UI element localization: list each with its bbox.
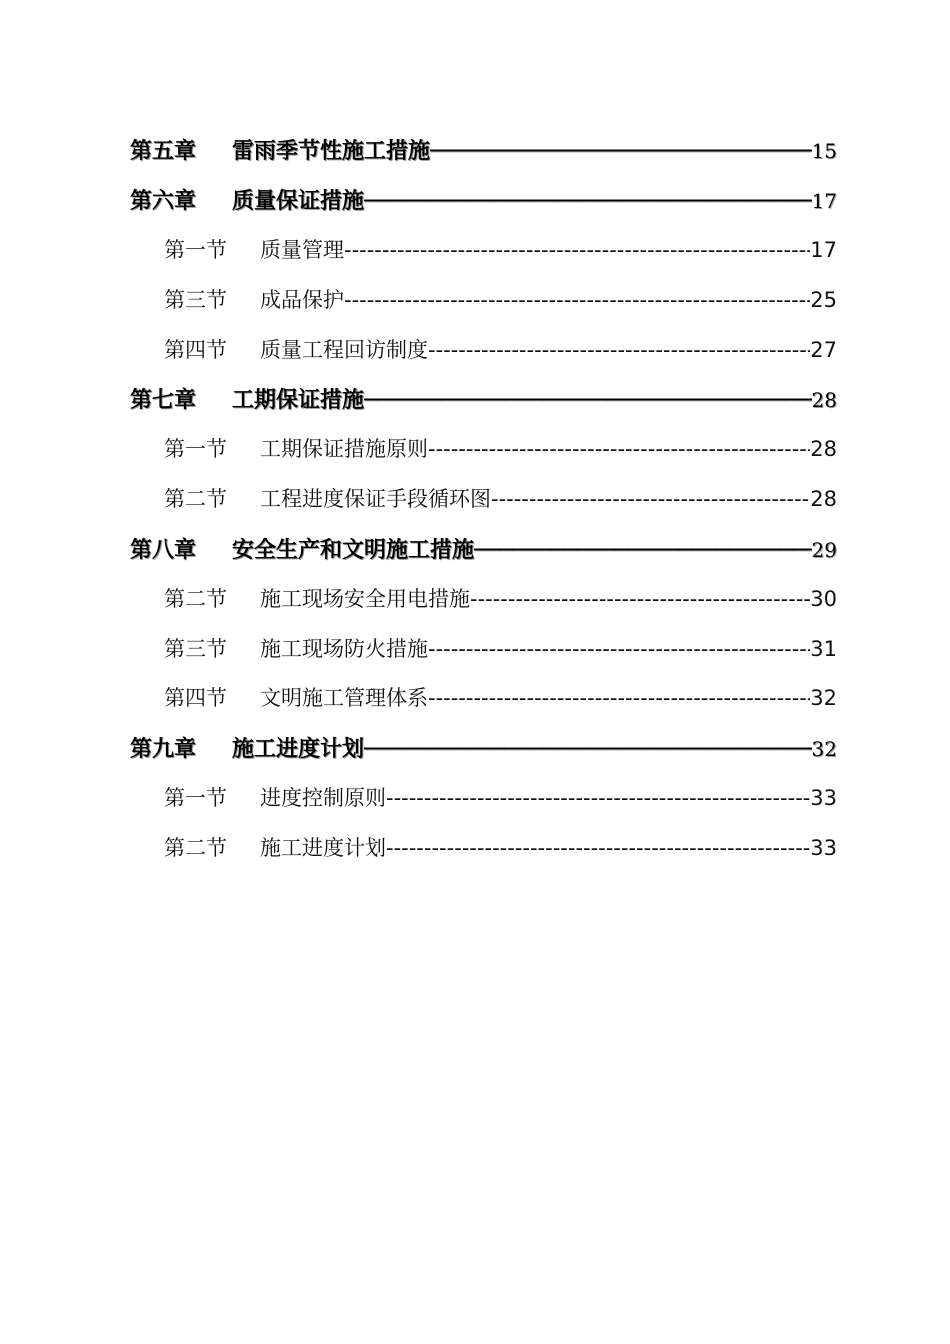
dot-leader	[428, 686, 810, 710]
chapter-number: 第八章	[130, 537, 197, 563]
toc-section[interactable]	[164, 682, 837, 712]
chapter-number: 第七章	[130, 387, 197, 413]
toc-section[interactable]	[164, 832, 837, 862]
toc-section[interactable]	[164, 284, 837, 314]
section-number: 第三节	[164, 637, 227, 661]
toc-section[interactable]	[164, 583, 837, 613]
section-title: 施工进度计划	[260, 836, 386, 860]
page-number: 33	[810, 836, 837, 860]
dot-leader	[474, 538, 812, 563]
dot-leader	[386, 786, 810, 810]
dot-leader	[491, 487, 810, 511]
section-number: 第一节	[164, 437, 227, 461]
dot-leader	[364, 737, 812, 762]
section-number: 第三节	[164, 288, 227, 312]
toc-chapter-7[interactable]	[130, 383, 837, 414]
page-number: 27	[810, 338, 837, 362]
section-title: 工程进度保证手段循环图	[260, 487, 491, 511]
dot-leader	[428, 437, 810, 461]
toc-chapter-8[interactable]	[130, 533, 837, 564]
section-number: 第二节	[164, 836, 227, 860]
chapter-title: 施工进度计划	[232, 736, 365, 762]
page-number: 28	[810, 437, 837, 461]
page-number: 31	[810, 637, 837, 661]
section-title: 质量工程回访制度	[260, 338, 428, 362]
chapter-number: 第六章	[130, 188, 197, 214]
section-number: 第一节	[164, 786, 227, 810]
chapter-title: 安全生产和文明施工措施	[232, 537, 475, 563]
dot-leader	[470, 587, 810, 611]
section-number: 第四节	[164, 338, 227, 362]
section-title: 工期保证措施原则	[260, 437, 428, 461]
dot-leader	[430, 139, 812, 164]
toc-chapter-5[interactable]	[130, 134, 837, 165]
toc-chapter-9[interactable]	[130, 732, 837, 763]
section-number: 第一节	[164, 238, 227, 262]
page-number: 33	[810, 786, 837, 810]
dot-leader	[428, 637, 810, 661]
dot-leader	[386, 836, 810, 860]
chapter-number: 第九章	[130, 736, 197, 762]
page-number: 29	[811, 538, 837, 562]
dot-leader	[428, 338, 810, 362]
page-number: 32	[811, 737, 837, 761]
section-title: 质量管理	[260, 238, 344, 262]
page-number: 30	[810, 587, 837, 611]
section-number: 第二节	[164, 587, 227, 611]
page-number: 28	[811, 388, 837, 412]
toc-chapter-6[interactable]	[130, 184, 837, 215]
dot-leader	[364, 388, 812, 413]
dot-leader	[344, 238, 810, 262]
toc-section[interactable]	[164, 433, 837, 463]
chapter-title: 工期保证措施	[232, 387, 365, 413]
section-title: 施工现场防火措施	[260, 637, 428, 661]
chapter-number: 第五章	[130, 138, 197, 164]
page-number: 15	[811, 139, 837, 163]
section-title: 文明施工管理体系	[260, 686, 428, 710]
dot-leader	[344, 288, 810, 312]
toc-section[interactable]	[164, 483, 837, 513]
chapter-title: 质量保证措施	[232, 188, 365, 214]
dot-leader	[364, 189, 812, 214]
page-number: 25	[810, 288, 837, 312]
section-number: 第四节	[164, 686, 227, 710]
toc-section[interactable]	[164, 234, 837, 264]
section-number: 第二节	[164, 487, 227, 511]
page-number: 17	[811, 189, 837, 213]
chapter-title: 雷雨季节性施工措施	[232, 138, 431, 164]
section-title: 进度控制原则	[260, 786, 386, 810]
page-number: 17	[810, 238, 837, 262]
page-number: 28	[810, 487, 837, 511]
toc-section[interactable]	[164, 633, 837, 663]
section-title: 施工现场安全用电措施	[260, 587, 470, 611]
toc-section[interactable]	[164, 782, 837, 812]
toc-section[interactable]	[164, 334, 837, 364]
section-title: 成品保护	[260, 288, 344, 312]
page-number: 32	[810, 686, 837, 710]
